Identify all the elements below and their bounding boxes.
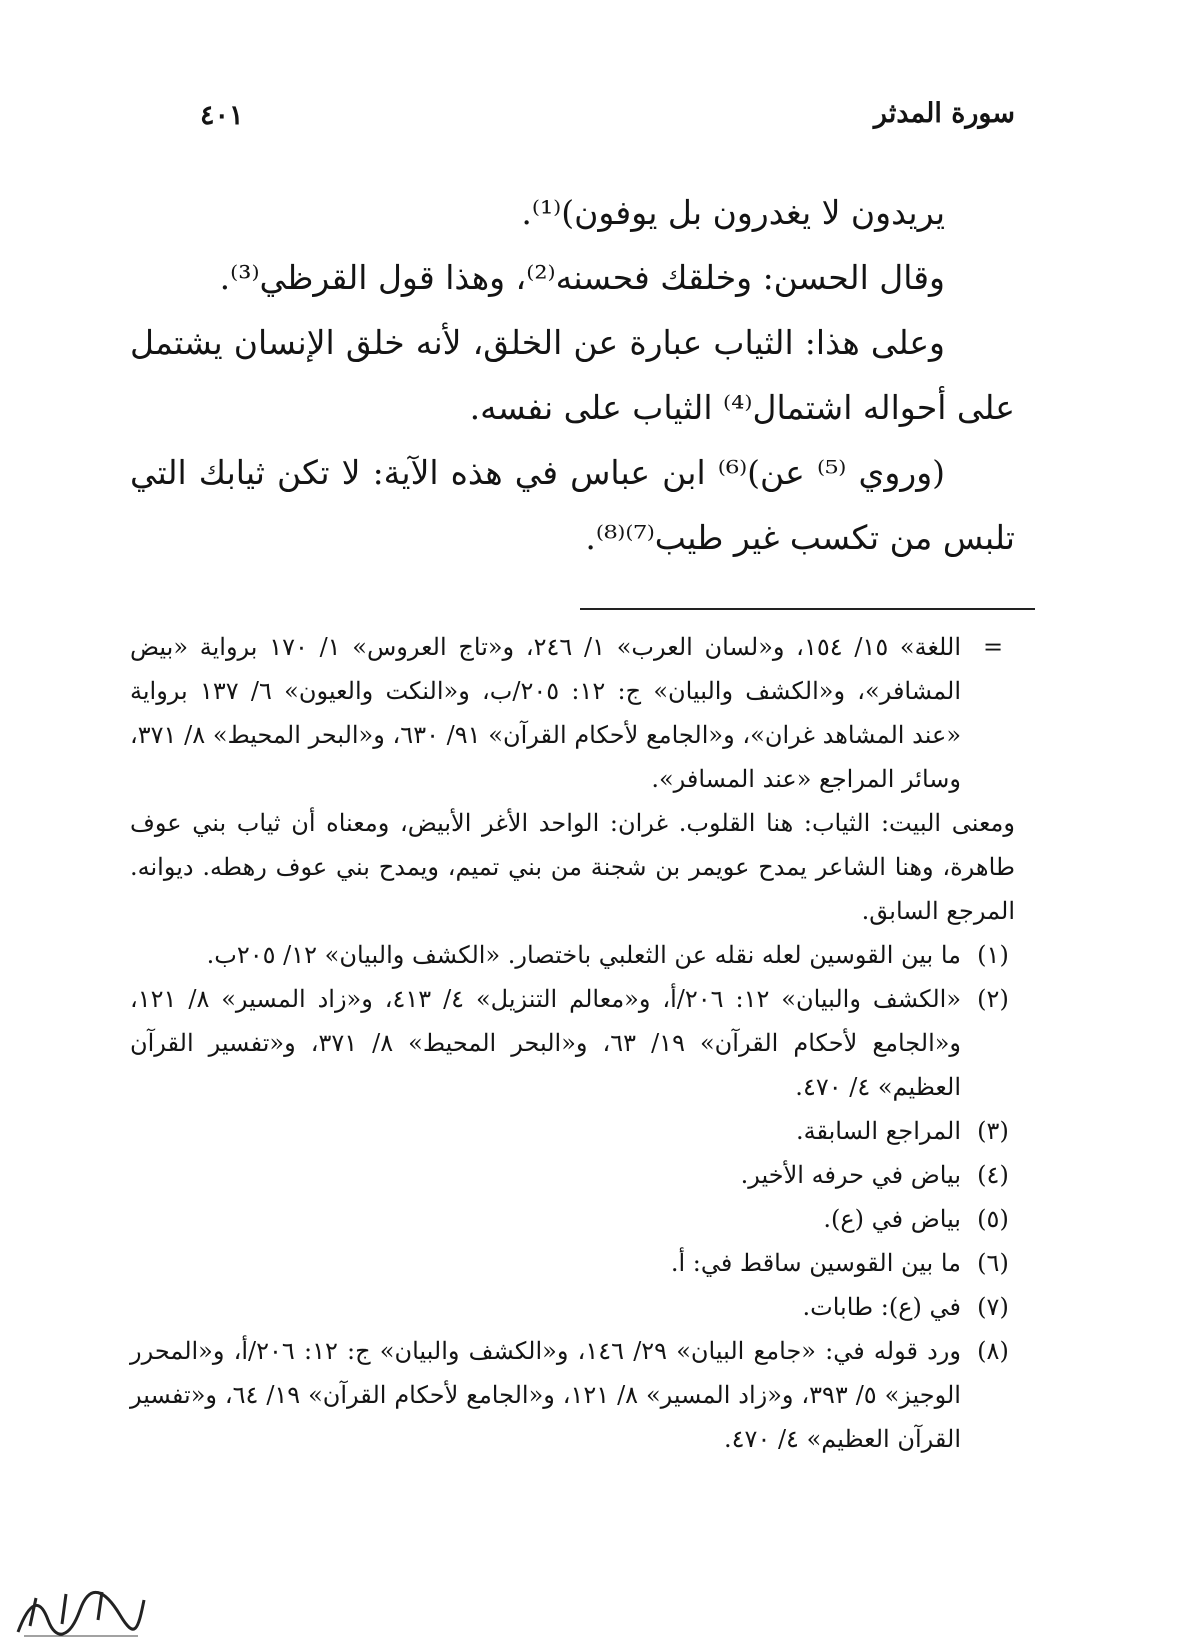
footnote-text: ما بين القوسين ساقط في: أ. xyxy=(670,1249,961,1277)
publisher-logo xyxy=(10,1580,150,1642)
footnote-text: بياض في (ع). xyxy=(823,1205,961,1233)
footnote-text: المراجع السابقة. xyxy=(795,1117,961,1145)
footnote-marker: (٦) xyxy=(977,1249,1009,1277)
page-number: ٤٠١ xyxy=(200,100,244,131)
footnote-item xyxy=(130,933,1015,977)
footnote-marker: (٣) xyxy=(977,1117,1009,1145)
footnote-continuation xyxy=(130,625,1015,801)
footnote-item xyxy=(130,1241,1015,1285)
page-header-title: سورة المدثر xyxy=(873,98,1015,129)
footnote-marker: (٨) xyxy=(977,1337,1009,1365)
footnote-item xyxy=(130,1329,1015,1461)
footnote-marker: (٥) xyxy=(977,1205,1009,1233)
footnote-text: ما بين القوسين لعله نقله عن الثعلبي باختصار. «الكشف والبيان» ١٢/ ٢٠٥ب. xyxy=(206,941,961,969)
main-text xyxy=(130,180,1015,570)
body-paragraph: وقال الحسن: وخلقك فحسنه⁽²⁾، وهذا قول القرظي⁽³⁾. xyxy=(219,258,945,297)
footnote-text: ورد قوله في: «جامع البيان» ٢٩/ ١٤٦، و«الكشف والبيان» ج: ١٢: ٢٠٦/أ، و«المحرر الوجيز» ٥/ ٣٩٣، و«زاد المسير» ٨/ ١٢١، و«الجامع لأحكام القرآن» ١٩/ ٦٤، و«تفسير القرآن العظيم» ٤/ ٤٧٠. xyxy=(130,1337,961,1453)
footnote-divider xyxy=(580,608,1035,610)
footnote-item xyxy=(130,1197,1015,1241)
footnote-marker: (٧) xyxy=(977,1293,1009,1321)
footnote-item xyxy=(130,977,1015,1109)
continuation-marker: = xyxy=(982,633,1004,661)
footnote-marker: (٤) xyxy=(977,1161,1009,1189)
footnote-verse-meaning: ومعنى البيت: الثياب: هنا القلوب. غران: الواحد الأغر الأبيض، ومعناه أن ثياب بني عوف طاهرة، وهنا الشاعر يمدح عويمر بن شجنة من بني تميم، ويمدح بني عوف رهطه. ديوانه. المرجع السابق. xyxy=(130,809,1015,925)
footnote-text: في (ع): طابات. xyxy=(802,1293,961,1321)
body-paragraph: وعلى هذا: الثياب عبارة عن الخلق، لأنه خلق الإنسان يشتمل على أحواله اشتمال⁽⁴⁾ الثياب على نفسه. xyxy=(130,323,1015,427)
footnotes-section xyxy=(130,625,1015,1461)
footnote-text: اللغة» ١٥/ ١٥٤، و«لسان العرب» ١/ ٢٤٦، و«تاج العروس» ١/ ١٧٠ برواية «بيض المشافر»، و«الكشف والبيان» ج: ١٢: ٢٠٥/ب، و«النكت والعيون» ٦/ ١٣٧ برواية «عند المشاهد غران»، و«الجامع لأحكام القرآن» ٩١/ ٦٣٠، و«البحر المحيط» ٨/ ٣٧١، وسائر المراجع «عند المسافر». xyxy=(130,633,962,793)
footnote-marker: (٢) xyxy=(977,985,1009,1013)
footnote-item xyxy=(130,1109,1015,1153)
footnote-marker: (١) xyxy=(977,941,1009,969)
footnote-text: بياض في حرفه الأخير. xyxy=(740,1161,961,1189)
footnote-item xyxy=(130,1153,1015,1197)
body-paragraph: يريدون لا يغدرون بل يوفون)⁽¹⁾. xyxy=(521,193,945,232)
footnote-text: «الكشف والبيان» ١٢: ٢٠٦/أ، و«معالم التنزيل» ٤/ ٤١٣، و«زاد المسير» ٨/ ١٢١، و«الجامع لأحكام القرآن» ١٩/ ٦٣، و«البحر المحيط» ٨/ ٣٧١، و«تفسير القرآن العظيم» ٤/ ٤٧٠. xyxy=(130,985,962,1101)
footnote-item xyxy=(130,1285,1015,1329)
body-paragraph: (وروي ⁽⁵⁾ عن)⁽⁶⁾ ابن عباس في هذه الآية: لا تكن ثيابك التي تلبس من تكسب غير طيب⁽⁷⁾⁽⁸⁾. xyxy=(130,453,1015,557)
